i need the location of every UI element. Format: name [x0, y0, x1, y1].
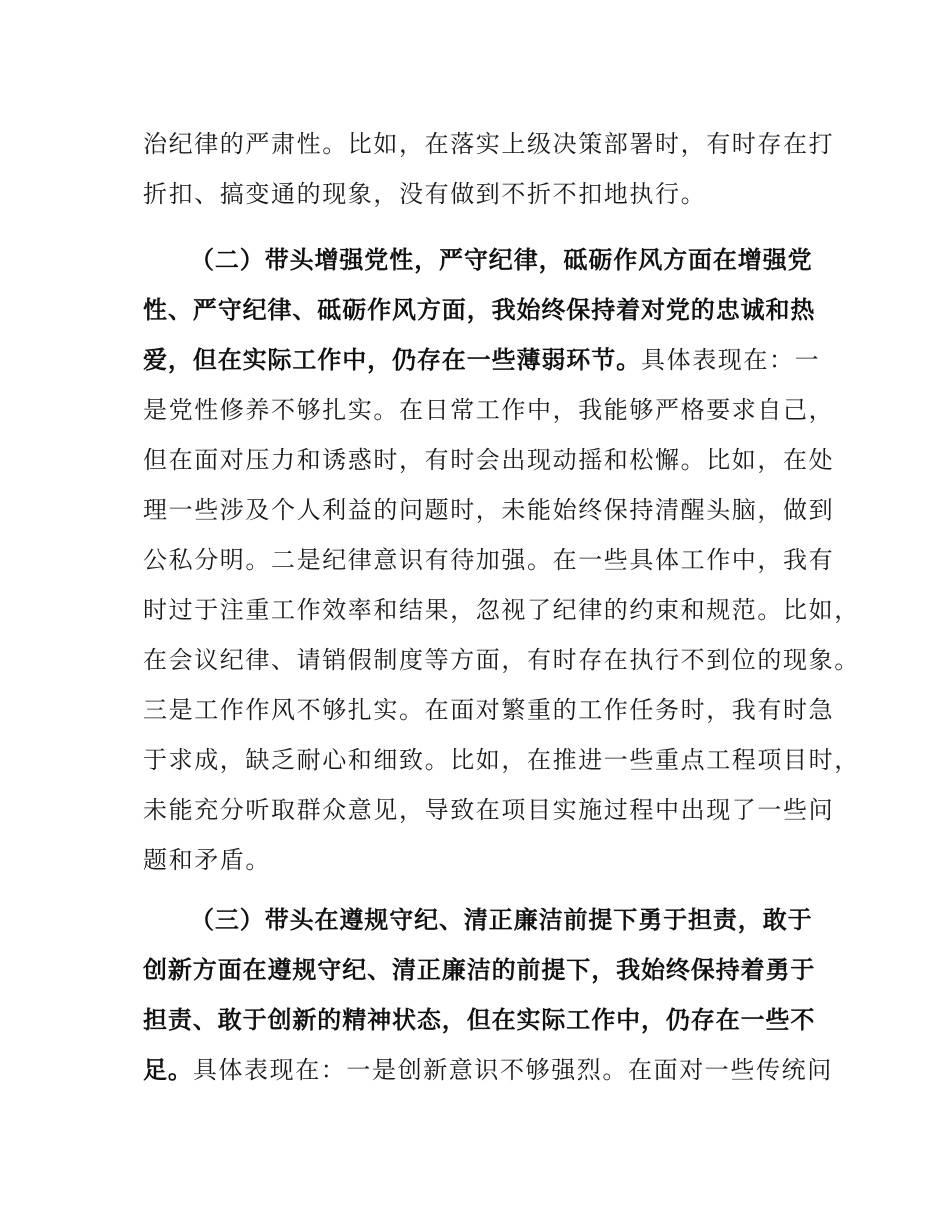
text-line-mixed [143, 345, 820, 375]
section-heading-3: （三）带头在遵规守纪、清正廉洁前提下勇于担责，敢于 [190, 906, 813, 934]
normal-text: 具体表现在：一是创新意识不够强烈。在面对一些传统问 [192, 1056, 833, 1084]
text-line: 是党性修养不够扎实。在日常工作中，我能够严格要求自己， [143, 396, 835, 424]
section-heading-3-cont: 担责、敢于创新的精神状态，但在实际工作中，仍存在一些不 [143, 1006, 816, 1034]
text-line: 于求成，缺乏耐心和细致。比如，在推进一些重点工程项目时， [143, 746, 860, 774]
bold-text: 足。 [143, 1056, 193, 1084]
section-heading-3-cont: 创新方面在遵规守纪、清正廉洁的前提下，我始终保持着勇于 [143, 956, 816, 984]
text-line: 时过于注重工作效率和结果，忽视了纪律的约束和规范。比如， [143, 596, 860, 624]
text-line-mixed [143, 1055, 833, 1085]
text-line: 题和矛盾。 [143, 846, 271, 874]
text-line: 未能充分听取群众意见，导致在项目实施过程中出现了一些问 [143, 796, 835, 824]
section-heading-2-cont: 性、严守纪律、砥砺作风方面，我始终保持着对党的忠诚和热 [143, 296, 816, 324]
text-line: 公私分明。二是纪律意识有待加强。在一些具体工作中，我有 [143, 546, 835, 574]
section-heading-2: （二）带头增强党性，严守纪律，砥砺作风方面在增强党 [190, 246, 813, 274]
text-line: 在会议纪律、请销假制度等方面，有时存在执行不到位的现象。 [143, 646, 860, 674]
text-line: 三是工作作风不够扎实。在面对繁重的工作任务时，我有时急 [143, 696, 835, 724]
normal-text: 具体表现在：一 [641, 346, 821, 374]
text-line: 理一些涉及个人利益的问题时，未能始终保持清醒头脑，做到 [143, 496, 835, 524]
text-line: 但在面对压力和诱惑时，有时会出现动摇和松懈。比如，在处 [143, 446, 835, 474]
text-line: 治纪律的严肃性。比如，在落实上级决策部署时，有时存在打 [143, 130, 835, 158]
bold-text: 爱，但在实际工作中，仍存在一些薄弱环节。 [143, 346, 641, 374]
text-line: 折扣、搞变通的现象，没有做到不折不扣地执行。 [143, 180, 707, 208]
